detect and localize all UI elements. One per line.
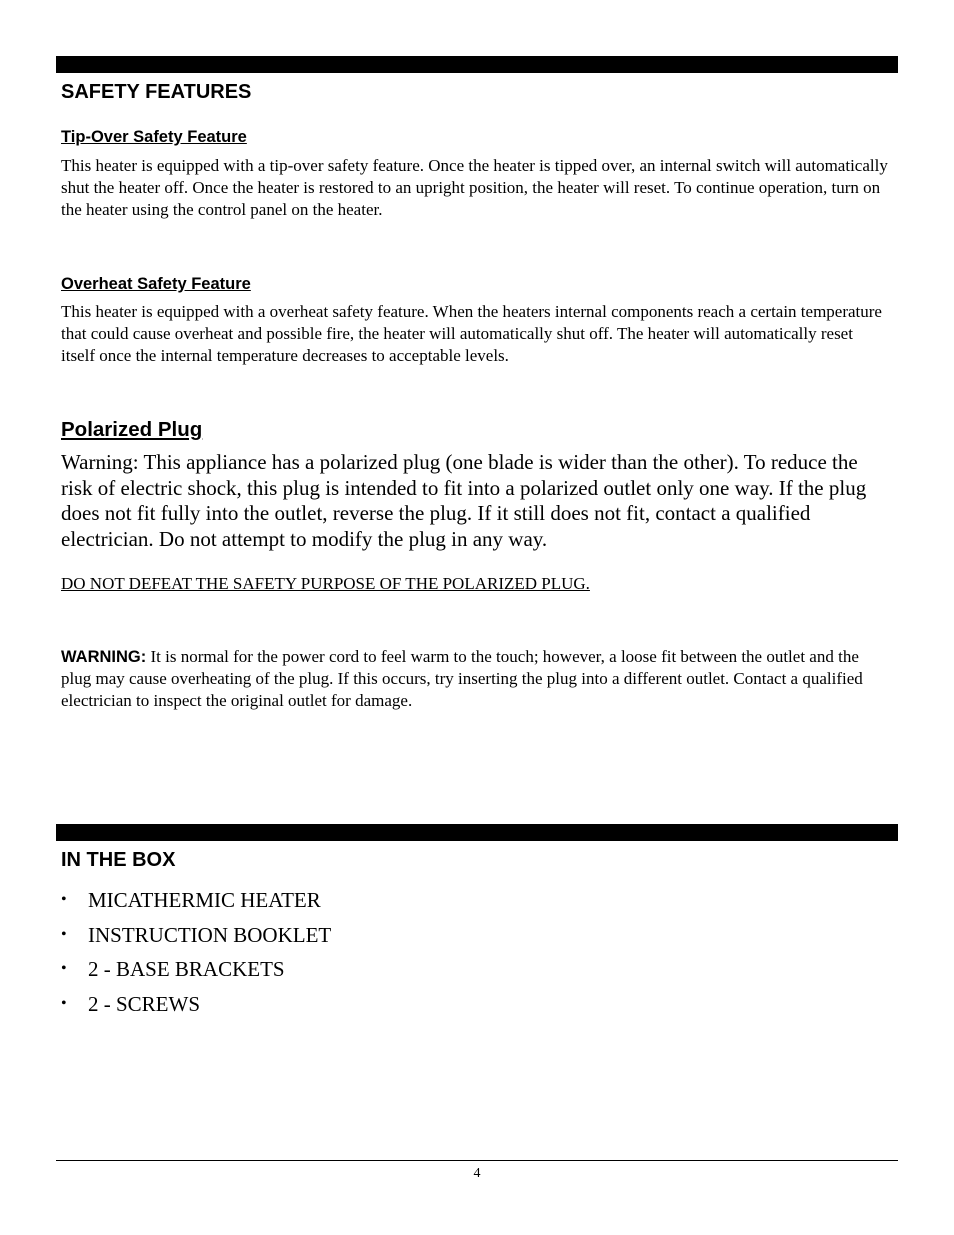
footer-divider	[56, 1160, 898, 1161]
paragraph-overheat: This heater is equipped with a overheat safety feature. When the heaters internal components reach a certain temperature that could cause overheat and possible fire, the heater will automatically shut off. The heater will automatically reset itself once the internal temperature decreases to acceptable levels.	[61, 302, 882, 365]
subsection-title-polarized-plug: Polarized Plug	[61, 418, 203, 441]
list-item-label: 2 - BASE BRACKETS	[88, 957, 285, 981]
paragraph-power-cord-warning	[61, 646, 891, 712]
notice-polarized-plug: DO NOT DEFEAT THE SAFETY PURPOSE OF THE POLARIZED PLUG.	[61, 574, 590, 593]
section-header-bar-in-the-box	[56, 824, 898, 841]
subsection-title-overheat: Overheat Safety Feature	[61, 275, 251, 293]
warning-body: It is normal for the power cord to feel warm to the touch; however, a loose fit between the outlet and the plug may cause overheating of the plug. If this occurs, try inserting the plug into a different outlet. Contact a qualified electrician to inspect the original outlet for damage.	[61, 647, 863, 710]
list-item	[61, 920, 331, 955]
list-item	[61, 989, 331, 1024]
section-header-bar-safety	[56, 56, 898, 73]
paragraph-tip-over: This heater is equipped with a tip-over safety feature. Once the heater is tipped over, an internal switch will automatically shut the heater off. Once the heater is restored to an upright position, the heater will reset. To continue operation, turn on the heater using the control panel on the heater.	[61, 156, 888, 219]
list-item-label: 2 - SCREWS	[88, 991, 201, 1016]
list-item-label: INSTRUCTION BOOKLET	[88, 922, 332, 947]
bullet-icon: •	[61, 925, 67, 943]
warning-label: WARNING:	[61, 648, 147, 666]
section-title-in-the-box: IN THE BOX	[61, 849, 176, 871]
paragraph-polarized-plug: Warning: This appliance has a polarized plug (one blade is wider than the other). To reduce the risk of electric shock, this plug is intended to fit into a polarized outlet only one way. If the plug does not fit fully into the outlet, reverse the plug. If it still does not fit, contact a qualified electrician. Do not attempt to modify the plug in any way.	[61, 450, 867, 551]
section-title-safety-features: SAFETY FEATURES	[61, 81, 252, 103]
list-item	[61, 885, 331, 920]
in-the-box-list	[61, 885, 331, 1023]
subsection-title-tip-over: Tip-Over Safety Feature	[61, 128, 247, 146]
bullet-icon: •	[61, 994, 67, 1012]
bullet-icon: •	[61, 960, 67, 977]
page-number: 4	[473, 1166, 481, 1181]
list-item	[61, 954, 331, 989]
bullet-icon: •	[61, 891, 67, 908]
list-item-label: MICATHERMIC HEATER	[88, 888, 321, 912]
